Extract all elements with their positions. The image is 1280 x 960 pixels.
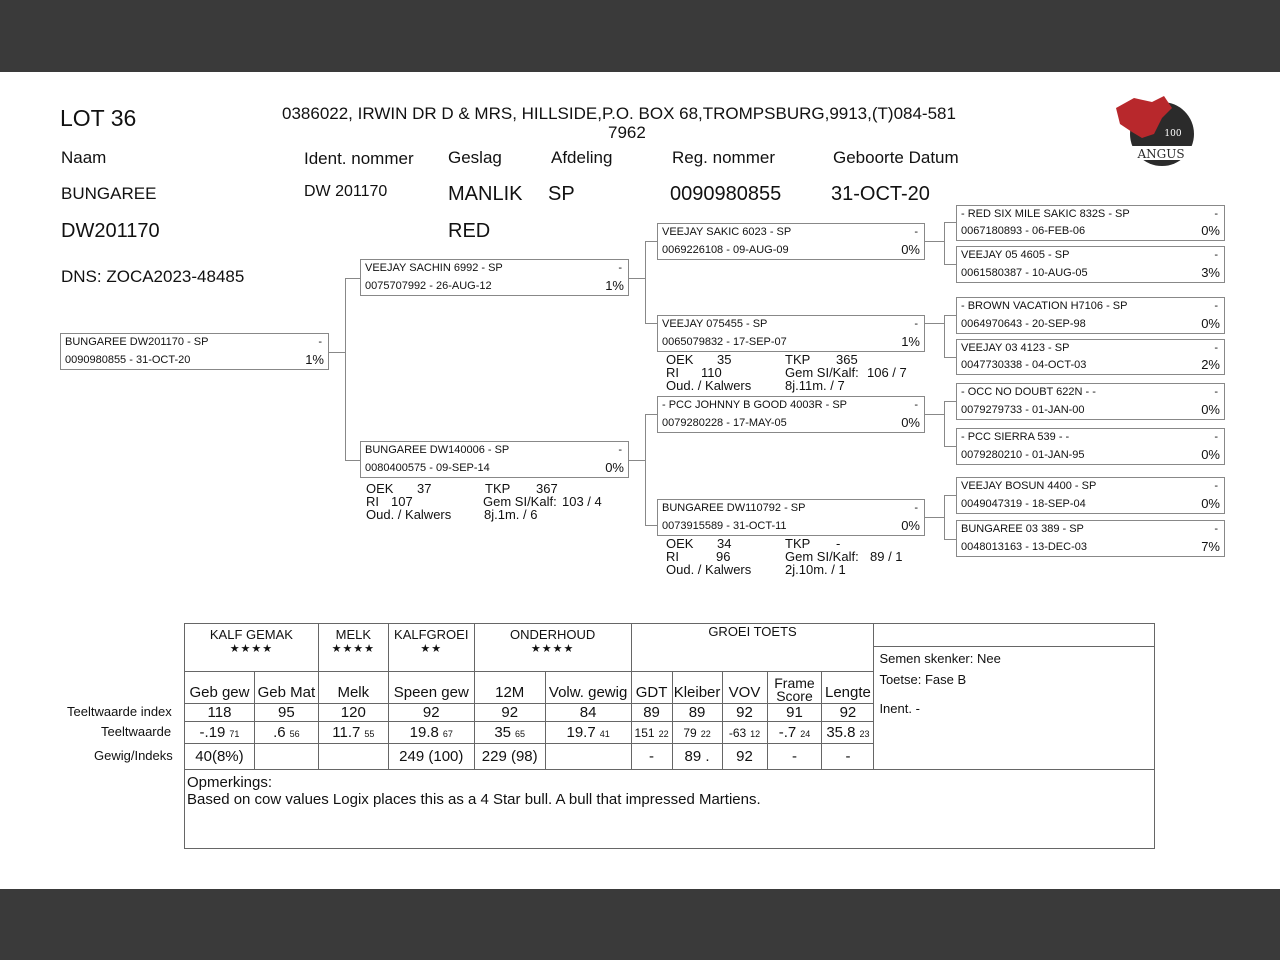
col-vov: VOV	[722, 672, 767, 704]
col-geb-mat: Geb Mat	[254, 672, 318, 704]
label-ident: Ident. nommer	[304, 149, 414, 168]
info-inent: Inent. -	[879, 701, 920, 716]
label-geboorte: Geboorte Datum	[833, 148, 959, 167]
group-melk: MELK ★★★★	[318, 624, 388, 672]
row-gewig: 40(8%) 249 (100) 229 (98) - 89 . 92 - -	[185, 744, 1155, 770]
animal-ident: DW 201170	[304, 183, 388, 200]
performance-table	[184, 623, 1155, 849]
col-volw-gewig: Volw. gewig	[545, 672, 631, 704]
col-frame-score: Frame Score	[767, 672, 822, 704]
pedigree-box-sire-dam: VEEJAY 075455 - SP - 0065079832 - 17-SEP-07 1%	[657, 315, 925, 352]
animal-name: BUNGAREE	[61, 184, 157, 203]
pedigree-box-sds: - BROWN VACATION H7106 - SP - 0064970643 - 20-SEP-98 0%	[956, 297, 1225, 334]
row-label-gewig: Gewig/Indeks	[94, 748, 173, 763]
pedigree-box-dam-dam: BUNGAREE DW110792 - SP - 0073915589 - 31-OCT-11 0%	[657, 499, 925, 536]
logo-text: ANGUS	[1137, 147, 1185, 161]
label-reg: Reg. nommer	[672, 148, 775, 167]
remarks-label: Opmerkings:	[187, 774, 273, 791]
pedigree-box-dsd: - PCC SIERRA 539 - - - 0079280210 - 01-JAN-95 0%	[956, 428, 1225, 465]
pedigree-box-dds: VEEJAY BOSUN 4400 - SP - 0049047319 - 18-SEP-04 0%	[956, 477, 1225, 514]
group-kalf-gemak: KALF GEMAK ★★★★	[185, 624, 319, 672]
info-cell	[874, 624, 1155, 770]
row-teeltwaarde: -.19 71 .6 56 11.7 55 19.8 67 35 65 19.7 41 151 22 79 22 -63 12 -.7 24 35.8 23	[185, 722, 1155, 744]
group-groei-toets: GROEI TOETS	[631, 624, 874, 672]
col-melk: Melk	[318, 672, 388, 704]
animal-code: DW201170	[61, 220, 160, 242]
group-kalfgroei: KALFGROEI ★★	[388, 624, 474, 672]
pedigree-box-sss: - RED SIX MILE SAKIC 832S - SP - 0067180893 - 06-FEB-06 0%	[956, 205, 1225, 241]
animal-section: SP	[548, 183, 575, 205]
label-naam: Naam	[61, 148, 107, 167]
info-semen: Semen skenker: Nee	[879, 651, 1001, 666]
pedigree-box-sdd: VEEJAY 03 4123 - SP - 0047730338 - 04-OCT-03 2%	[956, 339, 1225, 375]
row-index: 118 95 120 92 92 84 89 89 92 91 92	[185, 704, 1155, 722]
animal-dob: 31-OCT-20	[831, 183, 930, 205]
logo-badge: 100	[1164, 129, 1182, 139]
col-gdt: GDT	[631, 672, 672, 704]
col-kleiber: Kleiber	[672, 672, 722, 704]
pedigree-box-ssd: VEEJAY 05 4605 - SP - 0061580387 - 10-AUG-05 3%	[956, 246, 1225, 283]
pedigree-sheet: LOT 36 0386022, IRWIN DR D & MRS, HILLSIDE,P.O. BOX 68,TROMPSBURG,9913,(T)084-581 7962 ANGUS 100 Naam Ident. nommer Geslag Afdeling Reg. nommer Geboorte Datum BUNGAREE DW 201170 MANLIK SP 0090980855 31-OCT-20 DW201170 RED DNS: ZOCA2023-48485 BUNGAREE DW201170 - SP - 0090980855 - 31-OCT-20 1% VEEJAY SACHIN 6992 - SP - 0075707992 - 26-AUG-12 1% BUNGAREE DW140006 - SP - 0080400575 - 09-SEP-14 0% VEEJAY SAKIC 6023 - SP - 0069226108 - 09-AUG-09 0% VEEJAY 075455 - SP - 0065079832 - 17-SEP-07 1% - PCC JOHNNY B GOOD 4003R - SP - 0079280228 - 17-MAY-05 0% BUNGAREE DW110792 - SP - 0073915589 - 31-OCT-11 0% - RED SIX MILE SAKIC 832S - SP - 0067180893 - 06-FEB-06 0% VEEJAY 05 4605 - SP - 0061580387 - 10-AUG-05 3% - BROWN VACATION H7106 - SP - 0064970643 - 20-SEP-98 0% VEEJAY 03 4123 - SP - 0047730338 - 04-OCT-03 2% - OCC NO DOUBT 622N - - - 0079279733 - 01-JAN-00 0% - PCC SIERRA 539 - - - 0079280210 - 01-JAN-95 0% VEEJAY BOSUN 4400 - SP - 0049047319 - 18-SEP-04 0% BUNGAREE 03 389 - SP - 0048013163 - 13-DEC-03 7% OEK 35 TKP 365 RI 110 Gem SI/Kalf: 106 / 7 Oud. / Kalwers 8j.11m. / 7 OEK 37 TKP 367 RI 107 Gem SI/Kalf: 103 / 4 Oud. / Kalwers 8j.1m. / 6 OEK 34 TKP - RI 96 Gem SI/Kalf: 89 / 1 Oud. / Kalwers 2j.10m. / 1 Teeltwaarde index Teeltwaarde Gewig/Indeks KALF GEMAK ★★★★ MELK ★★★★ KALFGROEI ★★ ONDERHOUD ★★★★ GROEI TOETS Semen skenker: Nee Toetse: Fase B Inent. - Geb gew Geb Mat Melk Speen gew 12M Volw. gewig GDT Kleiber VOV Frame Score Lengte 118 95 120 92 92 84 89 89 92 91 92 -.19 71 .6 56 11.7 55 19.8 67 35 65 19.7 41 151 22 79 22 -63 12 -.7 24 35.8 23 40(8%) 249 (100) 229 (98) - 89 . 92 - - Opmerkings: Based on cow values Logix places this as a 4 Star bull. A bull that impressed Martiens.	[0, 72, 1280, 889]
row-label-index: Teeltwaarde index	[67, 704, 172, 719]
lot-number: LOT 36	[60, 105, 137, 131]
animal-sex: MANLIK	[448, 183, 523, 205]
pedigree-box-dam: BUNGAREE DW140006 - SP - 0080400575 - 09-SEP-14 0%	[360, 441, 629, 478]
pedigree-box-sire-sire: VEEJAY SAKIC 6023 - SP - 0069226108 - 09-AUG-09 0%	[657, 223, 925, 260]
label-geslag: Geslag	[448, 148, 502, 167]
animal-reg: 0090980855	[670, 183, 782, 205]
pedigree-box-sire: VEEJAY SACHIN 6992 - SP - 0075707992 - 26-AUG-12 1%	[360, 259, 629, 296]
remarks-cell	[185, 770, 1155, 849]
pedigree-box-dam-sire: - PCC JOHNNY B GOOD 4003R - SP - 0079280228 - 17-MAY-05 0%	[657, 396, 925, 433]
animal-colour: RED	[448, 220, 491, 242]
owner-line-1: 0386022, IRWIN DR D & MRS, HILLSIDE,P.O. BOX 68,TROMPSBURG,9913,(T)084-581	[282, 104, 956, 123]
pedigree-box-ddd: BUNGAREE 03 389 - SP - 0048013163 - 13-DEC-03 7%	[956, 520, 1225, 557]
animal-dns: DNS: ZOCA2023-48485	[61, 267, 245, 286]
owner-line-2: 7962	[608, 123, 646, 142]
col-12m: 12M	[474, 672, 545, 704]
group-onderhoud: ONDERHOUD ★★★★	[474, 624, 631, 672]
row-label-tw: Teeltwaarde	[101, 724, 172, 739]
col-geb-gew: Geb gew	[185, 672, 255, 704]
col-speen-gew: Speen gew	[388, 672, 474, 704]
col-lengte: Lengte	[822, 672, 874, 704]
remarks-text: Based on cow values Logix places this as a 4 Star bull. A bull that impressed Martiens.	[187, 791, 761, 808]
label-afdeling: Afdeling	[551, 148, 613, 167]
pedigree-box-dss: - OCC NO DOUBT 622N - - - 0079279733 - 01-JAN-00 0%	[956, 383, 1225, 420]
angus-logo	[1112, 94, 1196, 174]
pedigree-box-subject: BUNGAREE DW201170 - SP - 0090980855 - 31-OCT-20 1%	[60, 333, 329, 370]
info-toets: Toetse: Fase B	[879, 672, 967, 687]
